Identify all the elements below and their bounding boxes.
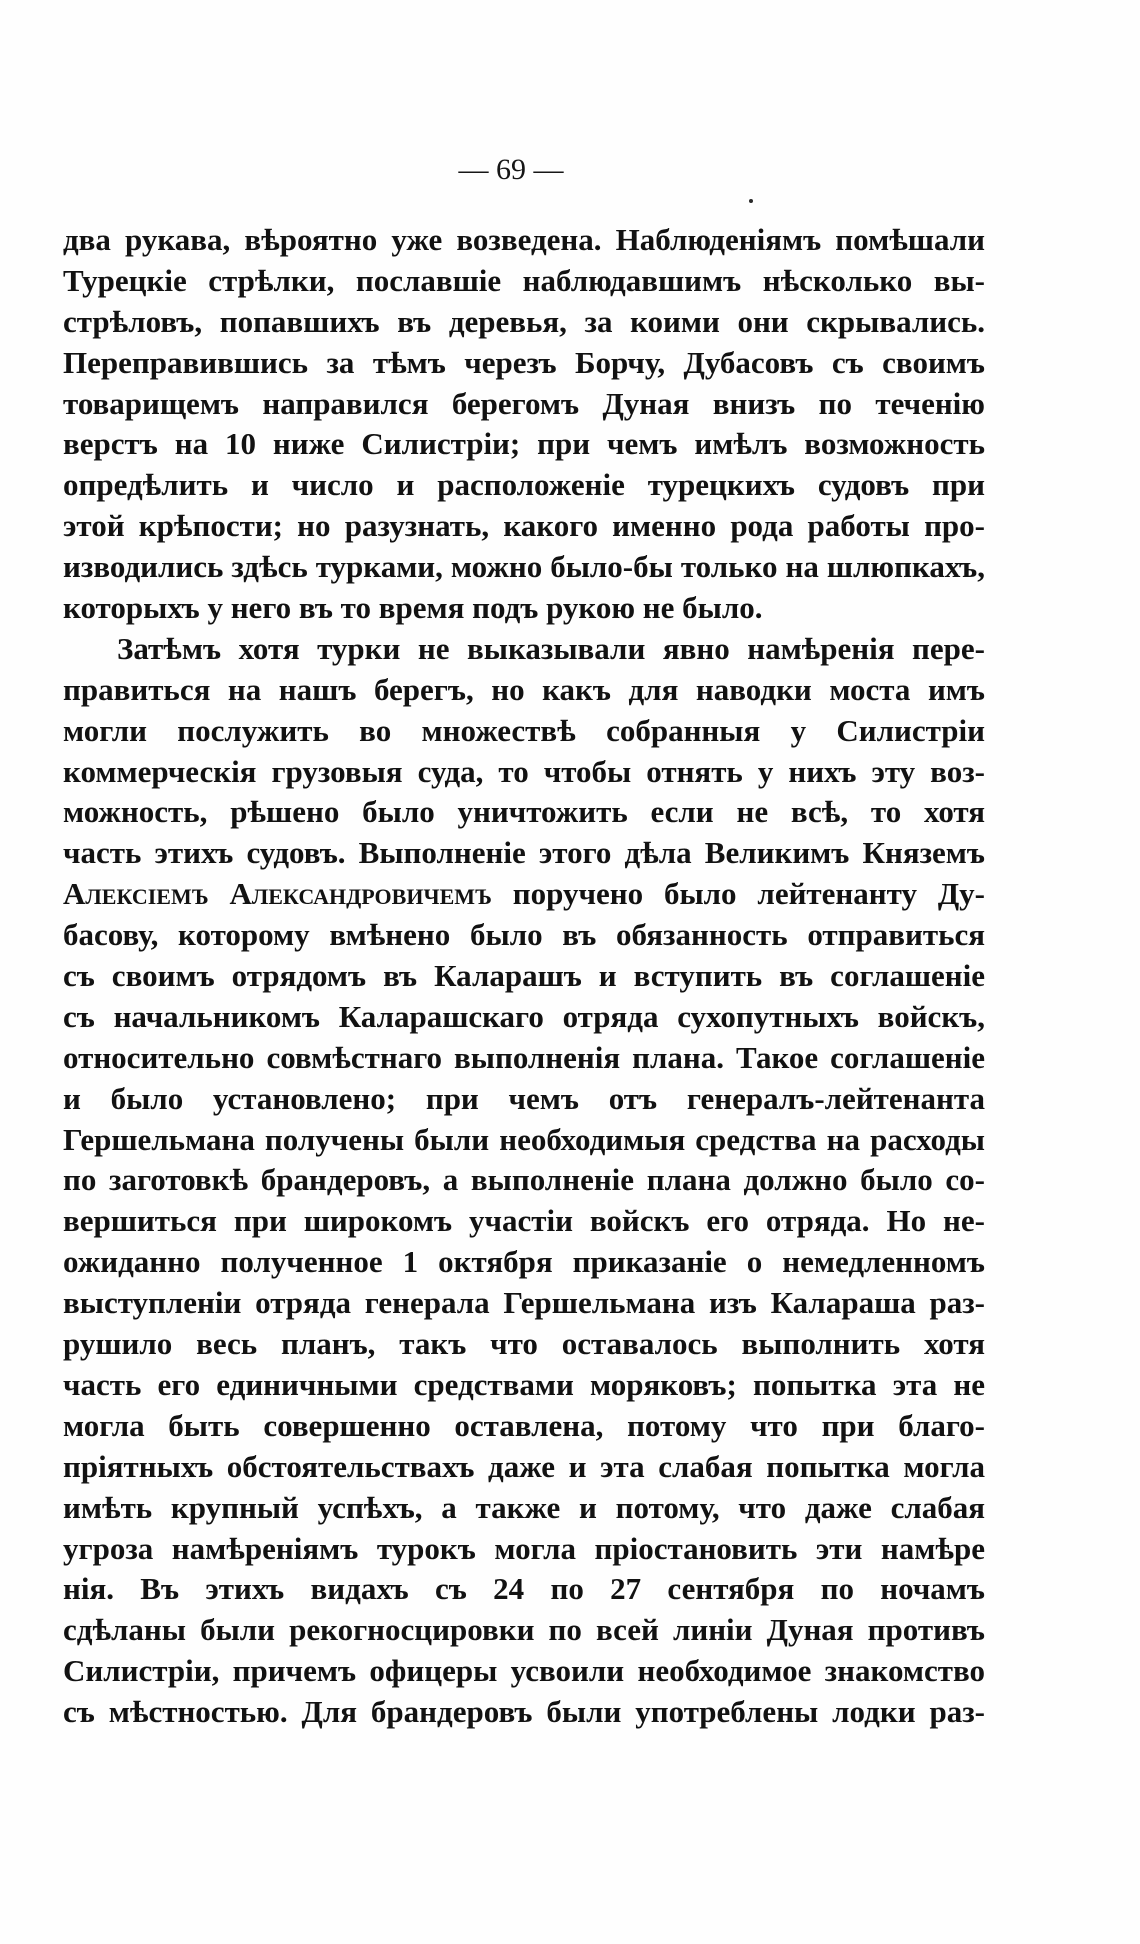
text-line: Гершельмана получены были необходимыя средства на расходы bbox=[63, 1121, 985, 1157]
text-line: съ мѣстностью. Для брандеровъ были употреблены лодки раз- bbox=[63, 1694, 985, 1730]
paragraph bbox=[63, 629, 985, 1733]
text-line: выступленіи отряда генерала Гершельмана изъ Калараша раз- bbox=[63, 1285, 985, 1321]
text-line: съ своимъ отрядомъ въ Каларашъ и вступить въ соглашеніе bbox=[63, 958, 985, 994]
text-line: и было установлено; при чемъ отъ генералъ-лейтенанта bbox=[63, 1080, 985, 1116]
text-line: относительно совмѣстнаго выполненія плана. Такое соглашеніе bbox=[63, 1039, 985, 1075]
text-line: имѣть крупный успѣхъ, а также и потому, что даже слабая bbox=[63, 1489, 985, 1525]
text-line: Силистріи, причемъ офицеры усвоили необходимое знакомство bbox=[63, 1653, 985, 1689]
text-line: нія. Въ этихъ видахъ съ 24 по 27 сентября по ночамъ bbox=[63, 1571, 985, 1607]
text-line: съ начальникомъ Каларашскаго отряда сухопутныхъ войскъ, bbox=[63, 998, 985, 1034]
text-line: Переправившись за тѣмъ черезъ Борчу, Дубасовъ съ своимъ bbox=[63, 344, 985, 380]
text-line: часть его единичными средствами моряковъ; попытка эта не bbox=[63, 1366, 985, 1402]
paragraph bbox=[63, 220, 985, 629]
text-line: басову, которому вмѣнено было въ обязанность отправиться bbox=[63, 917, 985, 953]
text-line: ожиданно полученное 1 октября приказаніе о немедленномъ bbox=[63, 1244, 985, 1280]
text-line: угроза намѣреніямъ турокъ могла пріостановить эти намѣре bbox=[63, 1530, 985, 1566]
ink-speck bbox=[749, 199, 753, 203]
text-line: два рукава, вѣроятно уже возведена. Наблюденіямъ помѣшали bbox=[63, 222, 985, 257]
text-line: которыхъ у него въ то время подъ рукою не было. bbox=[63, 590, 763, 626]
text-line: Затѣмъ хотя турки не выказывали явно намѣренія пере- bbox=[117, 630, 985, 666]
text-line bbox=[63, 874, 985, 915]
text-line: правиться на нашъ берегъ, но какъ для наводки моста имъ bbox=[63, 671, 985, 707]
text-line: опредѣлить и число и расположеніе турецкихъ судовъ при bbox=[63, 467, 985, 503]
text-line: по заготовкѣ брандеровъ, а выполненіе плана должно было со- bbox=[63, 1162, 985, 1198]
text-line: стрѣловъ, попавшихъ въ деревья, за коими они скрывались. bbox=[63, 303, 985, 339]
text-line: можность, рѣшено было уничтожить если не всѣ, то хотя bbox=[63, 794, 985, 830]
text-line: часть этихъ судовъ. Выполненіе этого дѣла Великимъ Княземъ bbox=[63, 835, 985, 871]
text-line: вершиться при широкомъ участіи войскъ его отряда. Но не- bbox=[63, 1203, 985, 1239]
text-line: рушило весь планъ, такъ что оставалось выполнить хотя bbox=[63, 1326, 985, 1362]
text-line: этой крѣпости; но разузнать, какого именно рода работы про- bbox=[63, 508, 985, 544]
page-number: — 69 — bbox=[458, 153, 564, 186]
text-line: могла быть совершенно оставлена, потому что при благо- bbox=[63, 1407, 985, 1443]
page-text bbox=[63, 220, 985, 1733]
text-line: Турецкіе стрѣлки, пославшіе наблюдавшимъ нѣсколько вы- bbox=[63, 262, 985, 298]
text-line: изводились здѣсь турками, можно было-бы только на шлюпкахъ, bbox=[63, 549, 985, 585]
text-line: товарищемъ направился берегомъ Дуная внизъ по теченію bbox=[63, 385, 985, 421]
text-line: сдѣланы были рекогносцировки по всей линіи Дуная противъ bbox=[63, 1612, 985, 1648]
text-line: могли послужить во множествѣ собранныя у Силистріи bbox=[63, 712, 985, 748]
line-text: поручено было лейтенанту Ду- bbox=[512, 876, 985, 912]
text-line: коммерческія грузовыя суда, то чтобы отнять у нихъ эту воз- bbox=[63, 753, 985, 789]
text-line: пріятныхъ обстоятельствахъ даже и эта слабая попытка могла bbox=[63, 1448, 985, 1484]
small-caps-name: Алексіемъ Александровичемъ bbox=[63, 876, 492, 912]
text-line: верстъ на 10 ниже Силистріи; при чемъ имѣлъ возможность bbox=[63, 426, 985, 462]
